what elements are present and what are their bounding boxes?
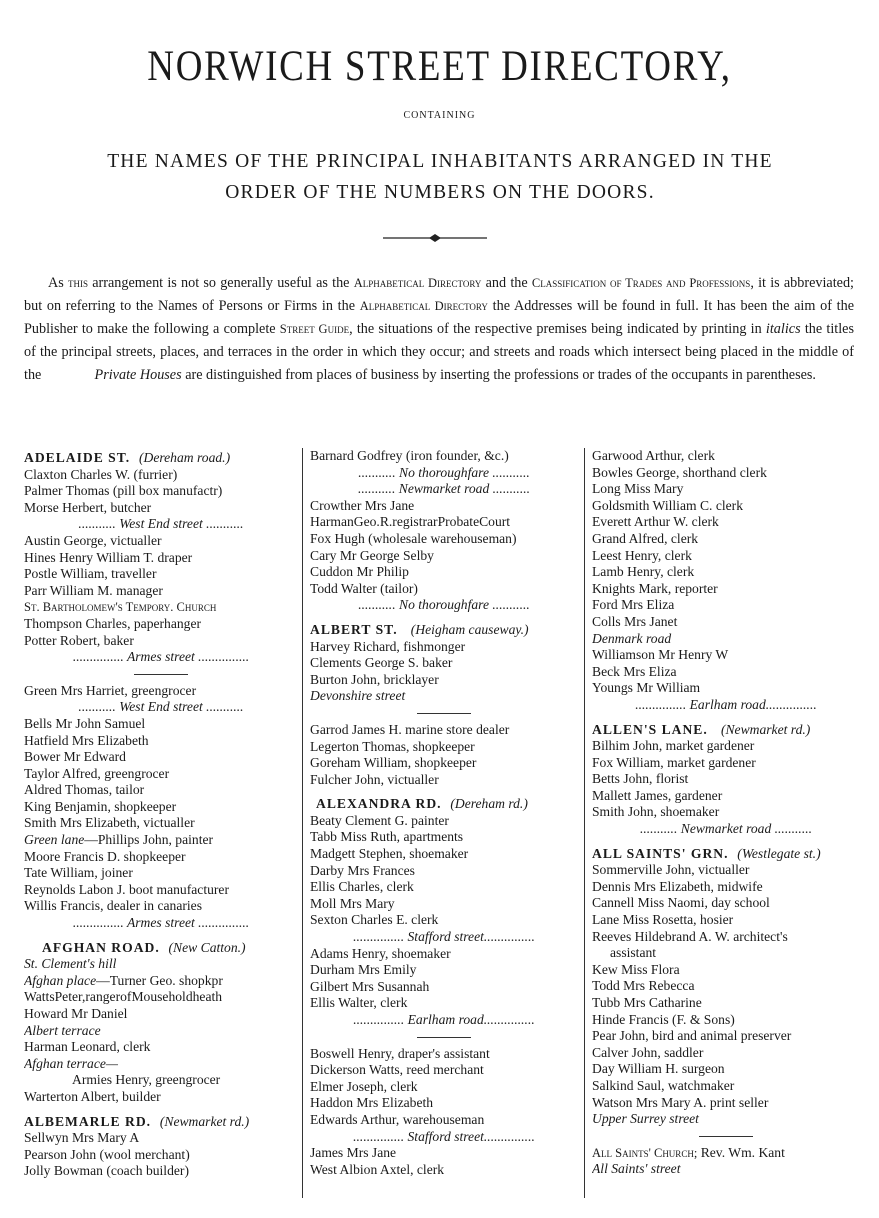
cross-street: ........... No thoroughfare ........... — [358, 464, 530, 480]
directory-entry: Moll Mrs Mary — [310, 895, 395, 911]
intro-text: Classification of Trades and Professions — [531, 276, 751, 290]
directory-entry: Goreham William, shopkeeper — [310, 755, 477, 771]
directory-entry: Austin George, victualler — [24, 532, 162, 548]
directory-entry: Tabb Miss Ruth, apartments — [310, 829, 464, 845]
directory-entry: Salkind Saul, watchmaker — [592, 1077, 735, 1093]
directory-entry: Madgett Stephen, shoemaker — [310, 846, 469, 862]
directory-entry: Green Mrs Harriet, greengrocer — [24, 682, 197, 698]
intro-text: this — [68, 276, 88, 290]
directory-entry: Gilbert Mrs Susannah — [310, 978, 430, 994]
directory-entry: Smith Mrs Elizabeth, victualler — [24, 815, 195, 831]
directory-entry: Garwood Arthur, clerk — [592, 448, 715, 463]
directory-entry: Todd Mrs Rebecca — [592, 978, 695, 994]
directory-entry: Legerton Thomas, shopkeeper — [310, 738, 475, 754]
directory-entry: Beck Mrs Eliza — [592, 663, 677, 679]
directory-entry: Moore Francis D. shopkeeper — [24, 848, 186, 864]
intro-text: are distinguished from places of business by inserting the professions or trades of the occupants in parentheses. — [181, 367, 816, 383]
directory-entry: Long Miss Mary — [592, 481, 684, 497]
directory-entry: Lamb Henry, clerk — [592, 564, 695, 580]
cross-street: ............... Armes street ............... — [72, 649, 250, 665]
directory-entry: Harman Leonard, clerk — [24, 1039, 151, 1055]
directory-entry: Cannell Miss Naomi, day school — [592, 895, 770, 911]
directory-entry: Jolly Bowman (coach builder) — [24, 1163, 189, 1179]
directory-entry: Reeves Hildebrand A. W. architect's — [592, 928, 788, 944]
directory-entry: Fox William, market gardener — [592, 754, 756, 770]
directory-entry: Smith John, shoemaker — [592, 804, 720, 820]
directory-entry: Crowther Mrs Jane — [310, 497, 415, 513]
cross-street: ............... Stafford street............... — [353, 1128, 535, 1144]
directory-entry: HarmanGeo.R.registrarProbateCourt — [310, 514, 511, 530]
directory-entry: Tubb Mrs Catharine — [592, 995, 702, 1010]
directory-entry: Upper Surrey street — [592, 1111, 699, 1127]
directory-entry: Sellwyn Mrs Mary A — [24, 1130, 140, 1146]
directory-entry: Aldred Thomas, tailor — [24, 782, 145, 798]
directory-entry: Calver John, saddler — [592, 1044, 704, 1060]
page-title: NORWICH STREET DIRECTORY, — [147, 43, 732, 90]
directory-entry: Willis Francis, dealer in canaries — [24, 898, 202, 914]
directory-entry: Youngs Mr William — [592, 680, 701, 696]
directory-entry: Dickerson Watts, reed merchant — [310, 1062, 484, 1078]
directory-entry: Warterton Albert, builder — [24, 1088, 161, 1104]
section-separator — [417, 713, 471, 714]
directory-entry: Sexton Charles E. clerk — [310, 912, 439, 928]
directory-entry: Harvey Richard, fishmonger — [310, 638, 466, 654]
directory-entry: Morse Herbert, butcher — [24, 499, 152, 515]
directory-entry: Everett Arthur W. clerk — [592, 514, 719, 530]
intro-text: the titles of the principal streets, places, and terraces in the order in which they occur; and streets and roads which intersect being placed in the middle of the — [24, 321, 854, 383]
cross-street: ............... Earlham road............... — [635, 696, 817, 712]
directory-entry: Bells Mr John Samuel — [24, 715, 146, 731]
directory-entry: Claxton Charles W. (furrier) — [24, 466, 178, 482]
section-separator — [417, 1037, 471, 1038]
directory-entry: Knights Mark, reporter — [592, 580, 718, 596]
directory-entry: Postle William, traveller — [24, 566, 157, 582]
directory-entry: WattsPeter,rangerofMouseholdheath — [24, 989, 223, 1005]
directory-entry: Adams Henry, shoemaker — [310, 945, 451, 961]
directory-entry: Beaty Clement G. painter — [310, 812, 449, 828]
directory-entry: Durham Mrs Emily — [310, 962, 417, 978]
directory-entry: Pear John, bird and animal preserver — [592, 1028, 792, 1044]
directory-entry: St. Clement's hill — [24, 956, 117, 972]
directory-entry: Pearson John (wool merchant) — [24, 1146, 190, 1162]
directory-entry: Haddon Mrs Elizabeth — [310, 1095, 434, 1111]
intro-text: , it is abbreviated; but on referring to the Names of Persons or Firms in the — [24, 275, 854, 314]
intro-text: italics — [765, 321, 801, 337]
directory-entry: Green lane—Phillips John, painter — [24, 832, 214, 848]
directory-entry: King Benjamin, shopkeeper — [24, 798, 177, 814]
directory-entry: Bilhim John, market gardener — [592, 738, 755, 754]
section-separator — [699, 1136, 753, 1137]
intro-text: and the — [481, 275, 532, 291]
cross-street: ............... Earlham road............... — [353, 1012, 535, 1027]
intro-text: arrangement is not so generally useful as the — [88, 275, 354, 291]
directory-entry: Barnard Godfrey (iron founder, &c.) — [310, 448, 509, 463]
directory-entry: Albert terrace — [24, 1022, 101, 1038]
cross-street: ........... West End street ........... — [78, 516, 244, 532]
directory-entry: Armies Henry, greengrocer — [72, 1072, 221, 1088]
intro-text: Private Houses — [94, 367, 182, 383]
directory-entry: Goldsmith William C. clerk — [592, 497, 743, 513]
street-heading: ALLEN'S LANE. (Newmarket rd.) — [592, 721, 811, 737]
directory-entry: Sommerville John, victualler — [592, 862, 750, 878]
directory-entry: All Saints' Church; Rev. Wm. Kant — [592, 1144, 785, 1160]
directory-entry: Lane Miss Rosetta, hosier — [592, 912, 734, 928]
page-subtitle — [30, 146, 850, 208]
directory-entry: Cuddon Mr Philip — [310, 564, 409, 580]
directory-entry: Hines Henry William T. draper — [24, 549, 193, 565]
directory-entry: Ellis Walter, clerk — [310, 995, 408, 1011]
directory-entry: Denmark road — [592, 630, 672, 646]
directory-entry: assistant — [610, 945, 657, 961]
street-heading: ALBERT ST. (Heigham causeway.) — [310, 621, 529, 637]
directory-entry: Howard Mr Daniel — [24, 1006, 128, 1021]
street-heading: ALL SAINTS' GRN. (Westlegate st.) — [592, 845, 821, 861]
directory-column-3 — [592, 448, 860, 1178]
directory-entry: Afghan place—Turner Geo. shopkpr — [24, 972, 223, 988]
intro-text: Alphabetical Directory — [359, 299, 488, 313]
directory-entry: Devonshire street — [310, 688, 406, 704]
directory-entry: Clements George S. baker — [310, 655, 453, 671]
directory-entry: Dennis Mrs Elizabeth, midwife — [592, 878, 763, 894]
directory-entry: James Mrs Jane — [310, 1145, 397, 1161]
street-heading: ALBEMARLE RD. (Newmarket rd.) — [24, 1113, 250, 1129]
directory-entry: Todd Walter (tailor) — [310, 580, 418, 596]
subtitle-line-1: THE NAMES OF THE PRINCIPAL INHABITANTS ARRANGED IN THE — [107, 151, 773, 172]
directory-entry: Parr William M. manager — [24, 582, 163, 598]
street-heading: AFGHAN ROAD. (New Catton.) — [42, 939, 246, 955]
directory-entry: Leest Henry, clerk — [592, 547, 692, 563]
directory-entry: Edwards Arthur, warehouseman — [310, 1111, 485, 1127]
cross-street: ............... Stafford street............... — [353, 929, 535, 945]
column-divider — [302, 448, 303, 1198]
directory-entry: Boswell Henry, draper's assistant — [310, 1045, 490, 1061]
intro-paragraph — [24, 272, 854, 387]
directory-entry: West Albion Axtel, clerk — [310, 1161, 445, 1177]
directory-entry: Elmer Joseph, clerk — [310, 1078, 418, 1094]
directory-entry: Day William H. surgeon — [592, 1061, 725, 1077]
intro-text: , the situations of the respective premises being indicated by printing in — [349, 321, 766, 337]
directory-entry: Hatfield Mrs Elizabeth — [24, 732, 149, 748]
directory-entry: Mallett James, gardener — [592, 787, 723, 803]
directory-entry: Betts John, florist — [592, 771, 689, 787]
directory-entry: Hinde Francis (F. & Sons) — [592, 1011, 735, 1027]
column-divider — [584, 448, 585, 1198]
directory-entry: Watson Mrs Mary A. print seller — [592, 1094, 769, 1110]
directory-column-1 — [24, 448, 298, 1180]
street-heading: ADELAIDE ST. (Dereham road.) — [24, 450, 231, 465]
section-separator — [134, 674, 188, 675]
cross-street: ........... Newmarket road ........... — [357, 481, 531, 497]
directory-entry: Darby Mrs Frances — [310, 862, 415, 878]
intro-text: Alphabetical Directory — [353, 276, 482, 290]
directory-entry: Palmer Thomas (pill box manufactr) — [24, 483, 223, 499]
street-heading: ALEXANDRA RD. (Dereham rd.) — [316, 796, 528, 812]
cross-street: ............... Armes street ............... — [72, 915, 250, 931]
directory-column-2 — [310, 448, 578, 1178]
directory-entry: Potter Robert, baker — [24, 632, 134, 648]
cross-street: ........... No thoroughfare ........... — [358, 597, 530, 613]
divider-ornament-icon — [383, 232, 487, 244]
directory-entry: Afghan terrace— — [24, 1055, 119, 1071]
directory-entry: Taylor Alfred, greengrocer — [24, 765, 170, 781]
directory-entry: Ellis Charles, clerk — [310, 879, 414, 895]
directory-entry: Garrod James H. marine store dealer — [310, 721, 510, 737]
directory-entry: Cary Mr George Selby — [310, 547, 434, 563]
intro-text: As — [48, 275, 68, 291]
directory-entry: Burton John, bricklayer — [310, 671, 439, 687]
directory-entry: Fulcher John, victualler — [310, 771, 439, 787]
intro-text: the Addresses will be found in full. It has been the aim of the Publisher to make the following a complete — [24, 298, 854, 337]
directory-entry: Grand Alfred, clerk — [592, 530, 699, 546]
directory-entry: St. Bartholomew's Tempory. Church — [24, 600, 217, 615]
directory-entry: Williamson Mr Henry W — [592, 647, 729, 663]
directory-entry: All Saints' street — [592, 1161, 681, 1177]
cross-street: ........... West End street ........... — [78, 699, 244, 715]
intro-text: Street Guide — [279, 322, 350, 336]
cross-street: ........... Newmarket road ........... — [639, 821, 813, 837]
directory-entry: Thompson Charles, paperhanger — [24, 615, 202, 631]
directory-entry: Bowles George, shorthand clerk — [592, 464, 767, 480]
directory-entry: Reynolds Labon J. boot manufacturer — [24, 881, 229, 897]
directory-entry: Tate William, joiner — [24, 865, 133, 881]
directory-entry: Bower Mr Edward — [24, 749, 126, 765]
directory-entry: Kew Miss Flora — [592, 961, 680, 977]
directory-entry: Ford Mrs Eliza — [592, 597, 675, 613]
directory-entry: Colls Mrs Janet — [592, 613, 678, 629]
subtitle-line-2: ORDER OF THE NUMBERS ON THE DOORS. — [225, 182, 655, 203]
directory-entry: Fox Hugh (wholesale warehouseman) — [310, 530, 517, 546]
containing-label: CONTAINING — [403, 110, 476, 121]
